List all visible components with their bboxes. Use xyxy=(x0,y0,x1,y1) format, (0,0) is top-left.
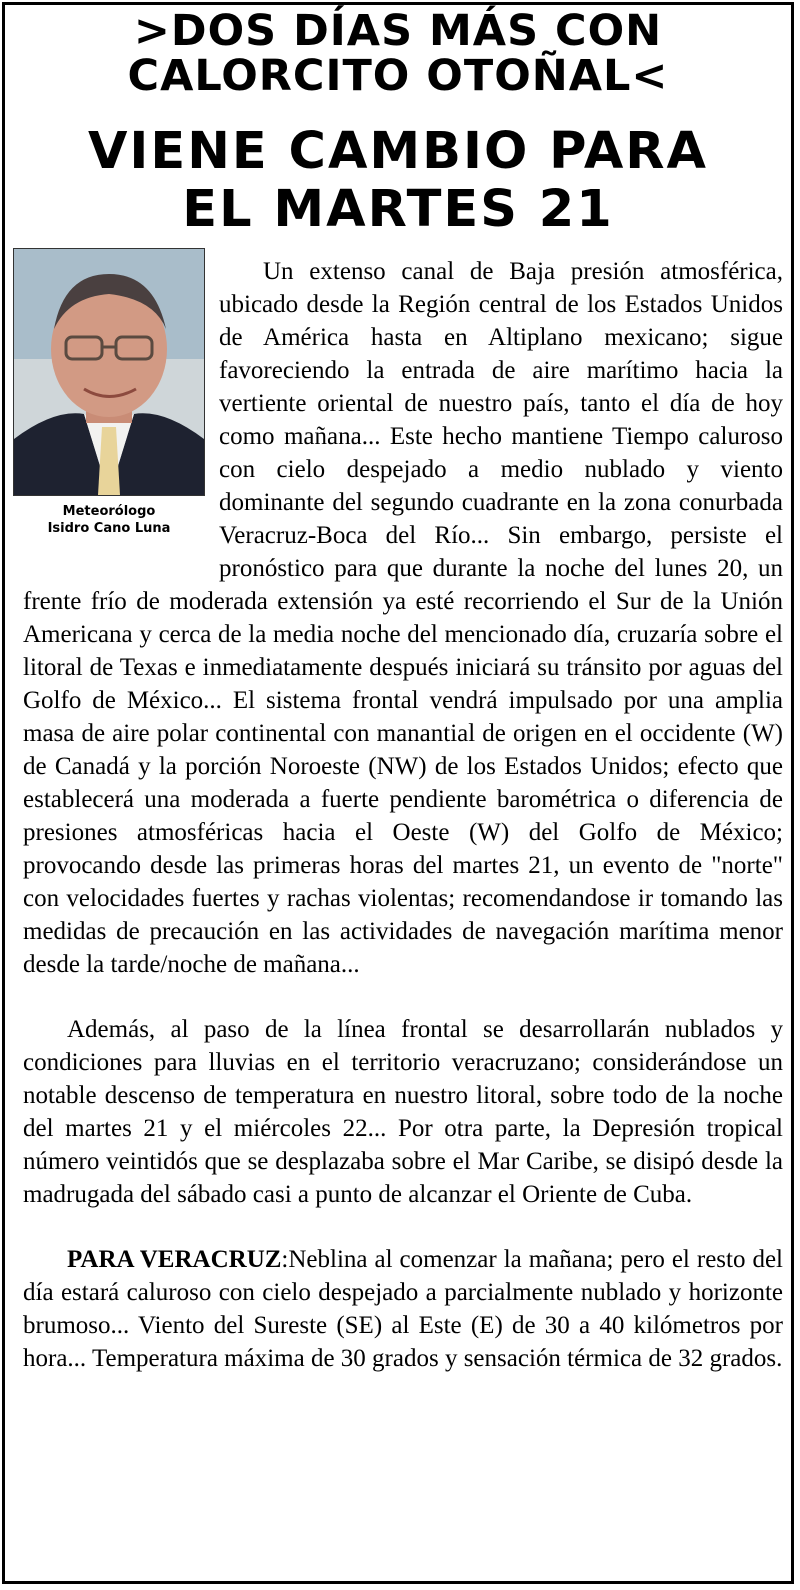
headline xyxy=(5,123,791,239)
article-paragraph-2: Además, al paso de la línea frontal se desarrollarán nublados y condiciones para lluvias en el territorio veracruzano; considerándose un notable descenso de temperatura en nuestro litoral, sobre todo de la noche del martes 21 y el miércoles 22... Por otra parte, la Depresión tropical número veintidós que se desplazaba sobre el Mar Caribe, se disipó desde la madrugada del sábado casi a punto de alcanzar el Oriente de Cuba. xyxy=(23,1016,783,1208)
article-paragraph-1: Un extenso canal de Baja presión atmosférica, ubicado desde la Región central de los Estados Unidos de América hasta en Altiplano mexicano; sigue favoreciendo la entrada de aire marítimo hacia la vertiente oriental de nuestro país, tanto el día de hoy como mañana... Este hecho mantiene Tiempo caluroso con cielo despejado a medio nublado y viento dominante del segundo cuadrante en la zona conurbada Veracruz-Boca del Río... Sin embargo, persiste el pronóstico para que durante la noche del lunes 20, un frente frío de moderada extensión ya esté recorriendo el Sur de la Unión Americana y cerca de la media noche del mencionado día, cruzaría sobre el litoral de Texas e inmediatamente después iniciará su tránsito por aguas del Golfo de México... El sistema frontal vendrá impulsado por una amplia masa de aire polar continental con manantial de origen en el occidente (W) de Canadá y la porción Noroeste (NW) de los Estados Unidos; efecto que establecerá una moderada a fuerte pendiente barométrica o diferencia de presiones atmosféricas hacia el Oeste (W) del Golfo de México; provocando desde las primeras horas del martes 21, un evento de "norte" con velocidades fuertes y rachas violentas; recomendandose ir tomando las medidas de precaución en las actividades de navegación marítima menor desde la tarde/noche de mañana... xyxy=(23,258,783,978)
kicker-line-1: >DOS DÍAS MÁS CON xyxy=(133,6,663,56)
caption-name: Isidro Cano Luna xyxy=(47,521,171,536)
article-frame xyxy=(2,2,794,1584)
article-paragraph-3 xyxy=(23,1243,783,1375)
caption-title: Meteorólogo xyxy=(62,504,156,519)
headline-line-1: VIENE CAMBIO PARA xyxy=(87,122,709,181)
forecast-text: :Neblina al comenzar la mañana; pero el resto del día estará caluroso con cielo despejado a parcialmente nublado y horizonte brumoso... Viento del Sureste (SE) al Este (E) de 30 a 40 kilómetros por hora... Temperatura máxima de 30 grados y sensación térmica de 32 grados. xyxy=(23,1246,783,1372)
headline-line-2: EL MARTES 21 xyxy=(182,180,614,239)
kicker xyxy=(5,5,791,99)
forecast-label: PARA VERACRUZ xyxy=(67,1246,282,1273)
article-body xyxy=(23,255,783,1375)
kicker-line-2: CALORCITO OTOÑAL< xyxy=(127,51,669,101)
